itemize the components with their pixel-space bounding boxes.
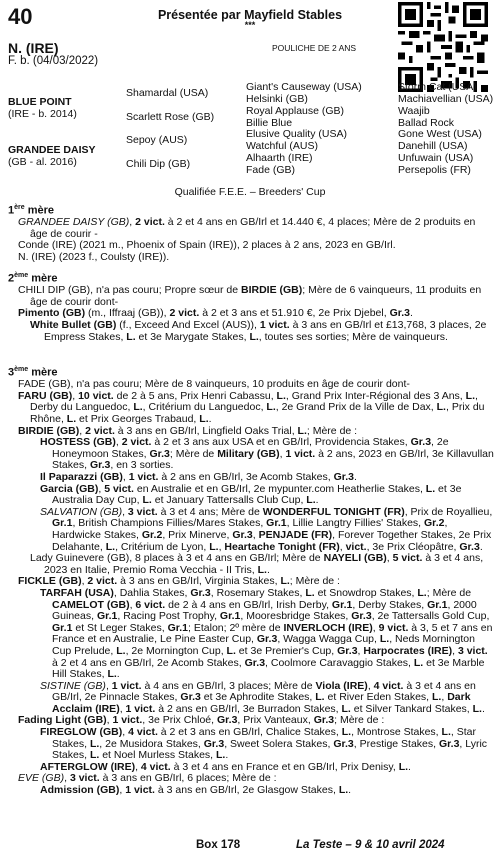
presenter: Présentée par Mayfield Stables	[157, 8, 343, 22]
pedigree-gen3: Alhaarth (IRE)	[246, 152, 313, 164]
paragraph: EVE (GB), 3 vict. à 3 ans en GB/Irl, 6 places; Mère de :	[18, 772, 277, 785]
pedigree-gen2: Chili Dip (GB)	[126, 158, 191, 170]
pedigree-gen4: Storm Cat (USA)	[398, 81, 477, 93]
section-title: 1ère mère	[8, 204, 54, 217]
paragraph: Garcia (GB), 5 vict. en Australie et en GB/Irl, 2e mypunter.com Heatherlie Stakes, L. et 3e Australia Day Cup, L. et January Tattersalls Club Cup, L..	[40, 482, 462, 507]
paragraph: Admission (GB), 1 vict. à 3 ans en GB/Irl, 2e Glasgow Stakes, L..	[40, 784, 352, 797]
qualification: Qualifiée F.E.E. – Breeders' Cup	[174, 186, 326, 198]
lot-number: 40	[8, 4, 33, 29]
paragraph: Il Paparazzi (GB), 1 vict. à 2 ans en GB/Irl, 3e Acomb Stakes, Gr.3.	[40, 471, 357, 483]
paragraph: TARFAH (USA), Dahlia Stakes, Gr.3, Rosemary Stakes, L. et Snowdrop Stakes, L.; Mère de CAMELOT (GB), 6 vict. de 2 à 4 ans en GB/Irl, Irish Derby, Gr.1, Derby Stakes, Gr.1, 2000 Guineas, Gr.1, Racing Post Trophy, Gr.1, Mooresbridge Stakes, Gr.3, 2e Tattersalls Gold Cup, Gr.1 et St Leger Stakes, Gr.1; Etalon; 2º mère de INVERLOCH (IRE), 9 vict. à 3, 5 et 7 ans en France et en Australie, Le Pine Easter Cup, Gr.3, Wagga Wagga Cup, L., Neds Mornington Cup Prelude, L., 2e Mornington Cup, L. et 3e Premier's Cup, Gr.3, Harpocrates (IRE), 3 vict. à 2 et 4 ans en GB/Irl, 2e Acomb Stakes, Gr.3, Coolmore Caravaggio Stakes, L. et 3e Marble Hill Stakes, L..	[40, 586, 493, 681]
paragraph: Fading Light (GB), 1 vict., 3e Prix Chloé, Gr.3, Prix Vanteaux, Gr.3; Mère de :	[18, 714, 385, 727]
paragraph: FARU (GB), 10 vict. de 2 à 5 ans, Prix Henri Cabassu, L., Grand Prix Inter-Régional des 3 Ans, L., Derby du Languedoc, L., Critérium du Languedoc, L., 2e Grand Prix de la Ville de Dax, L., Prix du Rhône, L. et Prix Georges Trabaud, L..	[18, 389, 485, 426]
third-dam-section	[8, 360, 494, 797]
paragraph: SALVATION (GB), 3 vict. à 3 et 4 ans; Mère de WONDERFUL TONIGHT (FR), Prix de Royallieu, Gr.1, British Champions Fillies/Mares Stakes, Gr.1, Lillie Langtry Fillies' Stakes, Gr.2, Hardwicke Stakes, Gr.2, Prix Minerve, Gr.3, PENJADE (FR), Forever Together Stakes, 2e Prix Delahante, L., Critérium de Lyon, L., Heartache Tonight (FR), vict., 3e Prix Cléopâtre, Gr.3.	[40, 505, 493, 553]
pedigree-gen2: Sepoy (AUS)	[126, 134, 188, 146]
venue-date: La Teste – 9 & 10 avril 2024	[296, 839, 445, 851]
pedigree-gen4: Unfuwain (USA)	[398, 152, 474, 164]
pedigree-gen2: Scarlett Rose (GB)	[126, 111, 215, 123]
second-dam-section	[8, 266, 494, 343]
pedigree-gen4: Waajib	[398, 105, 430, 117]
pedigree-gen3: Billie Blue	[246, 117, 293, 129]
horse-type: POULICHE DE 2 ANS	[272, 43, 357, 53]
paragraph: CHILI DIP (GB), n'a pas couru; Propre sœur de BIRDIE (GB); Mère de 6 vainqueurs, 11 produits en âge de courir dont-	[18, 284, 482, 308]
pedigree-gen4: Machiavellian (USA)	[398, 93, 494, 105]
paragraph: HOSTESS (GB), 2 vict. à 2 et 3 ans aux USA et en GB/Irl, Providencia Stakes, Gr.3, 2e Honeymoon Stakes, Gr.3; Mère de Military (GB), 1 vict. à 2 ans, 2023 en GB/Irl, 3e Killavullan Stakes, Gr.3, en 3 sorties.	[40, 436, 494, 472]
pedigree-gen3: Elusive Quality (USA)	[246, 128, 347, 140]
dam-info: (GB - al. 2016)	[8, 156, 77, 168]
pedigree-gen4: Danehill (USA)	[398, 140, 468, 152]
pedigree-gen3: Fade (GB)	[246, 164, 296, 176]
section-title: 3ème mère	[8, 366, 58, 379]
sire-name: BLUE POINT	[8, 96, 72, 108]
pedigree-gen3: Royal Applause (GB)	[246, 105, 345, 117]
paragraph: Lady Guinevere (GB), 8 places à 3 et 4 ans en GB/Irl; Mère de NAYELI (GB), 5 vict. à 3 et 4 ans, 2023 en Italie, Premio Roma Vecchia - II Tris, L..	[30, 552, 484, 576]
paragraph: Pimento (GB) (m., Iffraaj (GB)), 2 vict. à 2 et 3 ans et 51.910 €, 2e Prix Djebel, Gr.3.	[18, 307, 413, 320]
pedigree-gen4: Persepolis (FR)	[398, 164, 471, 176]
paragraph: White Bullet (GB) (f., Exceed And Excel (AUS)), 1 vict. à 3 ans en GB/Irl et £13,768, 3 places, 2e Empress Stakes, L. et 3e Marygate Stakes, L., toutes ses sorties; Mère de vainqueurs.	[30, 319, 487, 343]
pedigree-gen3: Watchful (AUS)	[246, 140, 318, 152]
paragraph: GRANDEE DAISY (GB), 2 vict. à 2 et 4 ans en GB/Irl et 14.440 €, 4 places; Mère de 2 produits en âge de courir -	[18, 216, 476, 240]
paragraph: FIREGLOW (GB), 4 vict. à 2 et 3 ans en GB/Irl, Chalice Stakes, L., Montrose Stakes, L., Star Stakes, L., 2e Musidora Stakes, Gr.3, Sweet Solera Stakes, Gr.3, Prestige Stakes, Gr.3, Lyric Stakes, L. et Noel Murless Stakes, L..	[40, 726, 488, 762]
paragraph: Conde (IRE) (2021 m., Phoenix of Spain (IRE)), 2 places à 2 ans, 2023 en GB/Irl.	[18, 239, 396, 252]
paragraph: BIRDIE (GB), 2 vict. à 3 ans en GB/Irl, Lingfield Oaks Trial, L.; Mère de :	[18, 424, 358, 437]
box-number: Box 178	[196, 839, 241, 851]
pedigree-gen3: Giant's Causeway (USA)	[246, 81, 362, 93]
sire-info: (IRE - b. 2014)	[8, 108, 77, 120]
qr-code-icon	[398, 2, 488, 92]
paragraph: FICKLE (GB), 2 vict. à 3 ans en GB/Irl, Virginia Stakes, L.; Mère de :	[18, 575, 340, 588]
horse-info: F. b. (04/03/2022)	[8, 55, 99, 67]
paragraph: N. (IRE) (2023 f., Coulsty (IRE)).	[18, 251, 170, 264]
pedigree-gen3: Helsinki (GB)	[246, 93, 308, 105]
paragraph: SISTINE (GB), 1 vict. à 4 ans en GB/Irl, 3 places; Mère de Viola (IRE), 4 vict. à 3 et 4 ans en GB/Irl, 2e Pinnacle Stakes, Gr.3 et 3e Aphrodite Stakes, L. et River Eden Stakes, L., Dark Acclaim (IRE), 1 vict. à 2 ans en GB/Irl, 3e Burradon Stakes, L. et Silver Tankard Stakes, L..	[40, 679, 485, 715]
paragraph: FADE (GB), n'a pas couru; Mère de 8 vainqueurs, 10 produits en âge de courir dont-	[18, 378, 410, 391]
pedigree-gen4: Ballad Rock	[398, 117, 455, 129]
pedigree-gen2: Shamardal (USA)	[126, 87, 209, 99]
stars: ***	[244, 20, 256, 30]
pedigree-gen4: Gone West (USA)	[398, 128, 482, 140]
paragraph: AFTERGLOW (IRE), 4 vict. à 3 et 4 ans en France et en GB/Irl, Prix Denisy, L..	[40, 760, 411, 773]
dam-section	[8, 198, 494, 264]
horse-name: N. (IRE)	[8, 40, 59, 56]
dam-name: GRANDEE DAISY	[8, 144, 96, 156]
section-title: 2ème mère	[8, 272, 58, 285]
